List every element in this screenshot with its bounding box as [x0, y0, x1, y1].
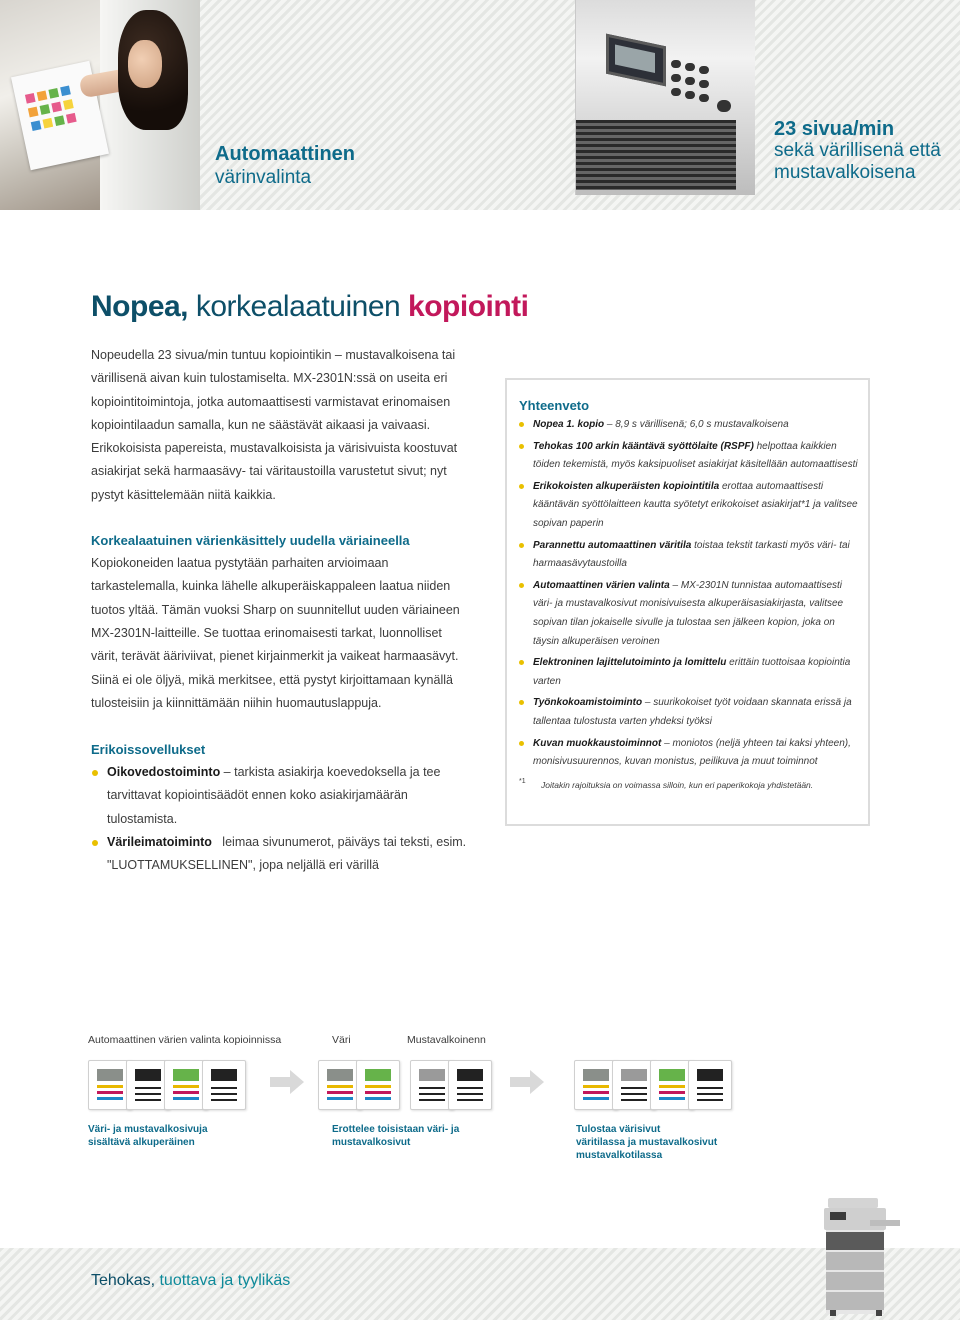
summary-item-text: – moniotos (neljä yhteen tai kaksi yhteen), monisivusuurennos, kuvan monistus, peilikuva ja muut toiminnot: [533, 737, 851, 768]
body-paragraph-1: Nopeudella 23 sivua/min tuntuu kopiointikin – mustavalkoisena tai värillisenä aivan kuin tulostamiselta. MX-2301N:ssä on useita eri kopiointitoimintoja, jotka automaattisesti varmistavat erinomaisen kopiointilaadun samalla, kun ne säästävät aikaasi ja vaivaasi.: [91, 348, 456, 432]
bullet-text: leimaa sivunumerot, päiväys tai teksti, esim. "LUOTTAMUKSELLINEN", jopa neljällä eri värillä: [107, 835, 470, 873]
arrow-right-icon: [270, 1068, 306, 1096]
summary-item: [519, 654, 858, 691]
section-title-toner: Korkealaatuinen värienkäsittely uudella väriaineella: [91, 533, 410, 549]
page-title: [91, 290, 529, 324]
body-paragraph-3: Kopiokoneiden laatua pystytään parhaiten arvioimaan tarkastelemalla, kuinka lähelle alkuperäiskappaleen laatua niiden tuotos yltää. Tämän vuoksi Sharp on suunnitellut uuden väriaineen MX-2301N-laitteille. Se tuottaa erinomaisesti tarkat, luonnolliset värit, terävät ääriviivat, pienet kirjainmerkit ja vaikeat harmaasävyt. Siinä ei ole öljyä, mikä merkitsee, että pystyt kirjoittamaan kynällä tulosteisiin ja kiinnittämään niihin huomautuslappuja.: [91, 556, 460, 710]
bullet-bold: Oikovedostoiminto: [107, 765, 221, 780]
summary-item: [519, 577, 858, 651]
lead-left-strong: Automaattinen: [215, 143, 355, 165]
caption-line: Tulostaa värisivut: [576, 1124, 661, 1135]
summary-item-text: helpottaa kaikkien töiden tekemistä, myös kaksipuoliset asiakirjat käsitellään automaattisesti: [533, 440, 858, 471]
diagram-label-bw: Mustavalkoinenn: [407, 1034, 486, 1046]
title-part-b: korkealaatuinen: [188, 290, 409, 323]
keypad: [671, 60, 741, 120]
body-column: [91, 344, 471, 878]
lead-right-light-1: sekä värillisenä että: [774, 140, 941, 161]
footer-tagline: [91, 1272, 290, 1290]
summary-item-bold: Nopea 1. kopio: [533, 419, 605, 430]
summary-item-bold: Kuvan muokkaustoiminnot: [533, 737, 662, 749]
summary-item: [519, 438, 858, 475]
summary-item-text: erottaa automaattisesti kääntävän syöttölaitteen kautta syötetyt erikokoiset asiakirjat*1 ja valitsee sopivan paperin: [533, 480, 858, 529]
section-title-special: Erikoissovellukset: [91, 742, 206, 758]
summary-item-bold: Erikokoisten alkuperäisten kopiointitila: [533, 480, 720, 492]
title-part-c: kopiointi: [408, 290, 529, 323]
bullet-item: [91, 831, 471, 878]
bw-page-icon: [688, 1060, 732, 1110]
footnote-text: Joitakin rajoituksia on voimassa silloin, kun eri paperikokoja yhdistetään.: [541, 779, 814, 790]
summary-item-bold: Työnkokoamistoiminto: [533, 697, 643, 709]
summary-item-text: – suurikokoiset työt voidaan skannata erissä ja tallentaa tulostusta varten yhdeksi työksi: [533, 697, 852, 727]
diagram-label-color: Väri: [332, 1034, 351, 1046]
bw-page-icon: [202, 1060, 246, 1110]
woman-photo: [0, 0, 200, 210]
diagram-caption-original: [88, 1123, 208, 1149]
color-page-icon: [356, 1060, 400, 1110]
copier-machine-icon: [820, 1192, 904, 1320]
summary-item-text: erittäin tuottoisaa kopiointia varten: [533, 657, 851, 687]
summary-item-bold: Parannettu automaattinen väritila: [533, 539, 692, 551]
diagram-label-main: Automaattinen värien valinta kopioinnissa: [88, 1034, 282, 1046]
caption-line: mustavalkotilassa: [576, 1150, 663, 1161]
output-document-stack: [574, 1060, 764, 1112]
summary-item-text: – 8,9 s värillisenä; 6,0 s mustavalkoisena: [604, 419, 789, 430]
body-paragraph-2: Erikokoisista papereista, mustavalkoisista ja värisivuista koostuvat asiakirjat sekä harmaasävy- tai väritaustoilla varustetut sivut; nyt pystyt käsittelemään niitä kaikkia.: [91, 441, 458, 502]
summary-item: [519, 478, 858, 534]
summary-box: [505, 378, 870, 826]
lead-right-light-2: mustavalkoisena: [774, 162, 916, 183]
feature-lead-left: [215, 143, 415, 189]
copier-panel-photo: [575, 0, 755, 195]
summary-item: [519, 694, 858, 731]
bullet-bold: Värileimatoiminto: [107, 835, 212, 850]
bullet-item: [91, 761, 471, 831]
lcd-screen: [606, 34, 666, 87]
summary-item-bold: Elektroninen lajittelutoiminto ja lomittelu: [533, 657, 727, 669]
face-shape: [128, 40, 162, 88]
feature-lead-right: [774, 118, 960, 184]
lead-right-strong: 23 sivua/min: [774, 118, 895, 140]
original-document-stack: [88, 1060, 248, 1112]
caption-line: Erottelee toisistaan väri- ja: [332, 1124, 460, 1135]
summary-item-text: – MX-2301N tunnistaa automaattisesti väri- ja mustavalkosivut monisivuisesta alkuperäisasiakirjasta, valitsee sopivan tilan jokaiselle sivulle ja tulostaa sen jälkeen kopion, joka on täysin alkuperäisen veroinen: [533, 579, 844, 647]
header-band: [0, 0, 960, 210]
arrow-right-icon: [510, 1068, 546, 1096]
output-vents: [576, 120, 736, 190]
bullet-text: – tarkista asiakirja koevedoksella ja tee tarvittavat kopiointisäädöt ennen koko asiakirjamäärän tulostamista.: [107, 765, 441, 826]
footnote-mark: *1: [519, 777, 526, 785]
summary-title: Yhteenveto: [519, 398, 590, 413]
lead-left-light: värinvalinta: [215, 167, 312, 188]
summary-item-bold: Automaattinen värien valinta: [533, 579, 670, 591]
summary-footnote: [519, 778, 858, 792]
caption-line: Väri- ja mustavalkosivuja: [88, 1124, 208, 1135]
summary-item-text: toistaa tekstit tarkasti myös väri- tai harmaasävytaustoilla: [533, 539, 850, 570]
caption-line: mustavalkosivut: [332, 1137, 411, 1148]
bw-page-icon: [448, 1060, 492, 1110]
diagram-caption-output: [576, 1123, 717, 1162]
summary-item: [519, 537, 858, 574]
diagram-caption-separate: [332, 1123, 459, 1149]
summary-item: [519, 416, 858, 435]
footer-part-b: tuottava ja tyylikäs: [159, 1272, 291, 1289]
title-part-a: Nopea,: [91, 290, 189, 323]
caption-line: väritilassa ja mustavalkosivut: [576, 1137, 718, 1148]
footer-part-a: Tehokas,: [91, 1272, 160, 1289]
summary-item: [519, 735, 858, 772]
summary-item-bold: Tehokas 100 arkin kääntävä syöttölaite (RSPF): [533, 440, 754, 452]
caption-line: sisältävä alkuperäinen: [88, 1137, 195, 1148]
